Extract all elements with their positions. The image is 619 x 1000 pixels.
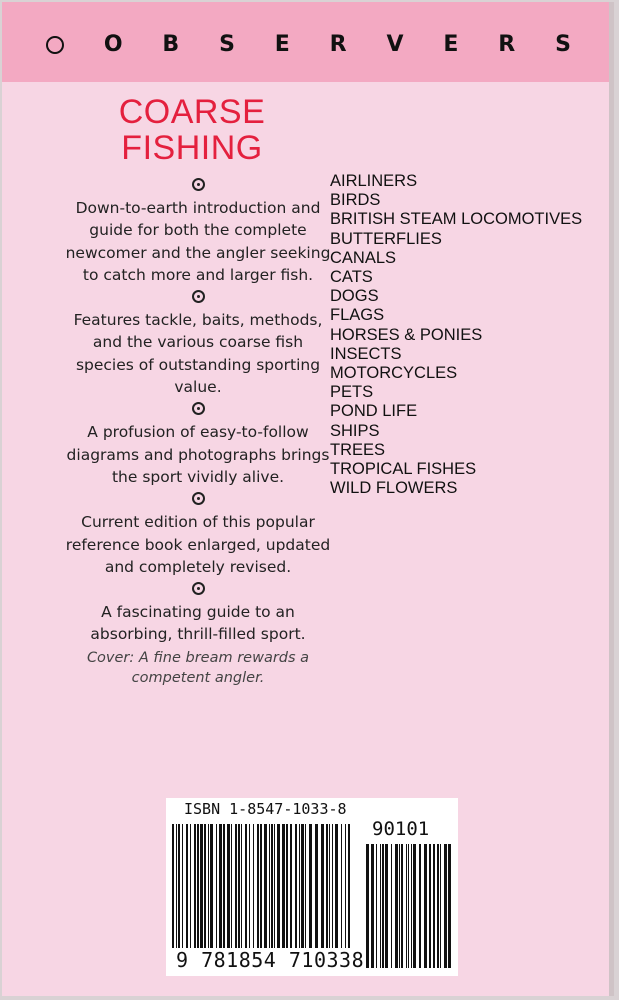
- barcode-bar: [274, 824, 275, 948]
- barcode-bar: [341, 824, 342, 948]
- barcode-bar: [235, 824, 237, 948]
- barcode-bar: [286, 824, 288, 948]
- series-title: PETS: [330, 383, 374, 402]
- series-title: HORSES & PONIES: [330, 325, 483, 344]
- brand-letter: S: [555, 32, 571, 57]
- barcode-bar: [197, 824, 199, 948]
- brand-letter: R: [329, 32, 347, 57]
- barcode-bar: [282, 824, 285, 948]
- barcode-bar: [172, 824, 174, 948]
- barcode-bar: [429, 844, 431, 968]
- bullet-icon: [192, 290, 205, 303]
- title-line: FISHING: [121, 129, 263, 167]
- barcode-bar: [335, 824, 338, 948]
- barcode-bar: [419, 844, 421, 968]
- ean-bars: [172, 824, 350, 948]
- barcode-bar: [315, 824, 318, 948]
- barcode-bar: [332, 824, 333, 948]
- barcode-bar: [182, 824, 183, 948]
- series-title: WILD FLOWERS: [330, 479, 458, 498]
- barcode-bar: [440, 844, 441, 968]
- addon-bars: [366, 844, 451, 968]
- series-brand: [2, 32, 609, 57]
- barcode-bar: [399, 844, 400, 968]
- brand-letter: B: [162, 32, 180, 57]
- brand-letter: R: [498, 32, 516, 57]
- barcode-bar: [186, 824, 188, 948]
- series-title: BUTTERFLIES: [330, 229, 442, 248]
- barcode-bar: [200, 824, 203, 948]
- title-line: COARSE: [118, 93, 266, 131]
- barcode-bar: [269, 824, 270, 948]
- barcode-bar: [329, 824, 330, 948]
- series-title: CATS: [330, 268, 373, 287]
- barcode-bar: [437, 844, 439, 968]
- barcode-bar: [227, 824, 230, 948]
- barcode-bar: [290, 824, 292, 948]
- barcode-bar: [253, 824, 254, 948]
- barcode-bar: [380, 844, 381, 968]
- brand-bullet-icon: [46, 36, 64, 54]
- blurb-paragraph: Down-to-earth introduction and guide for both the complete newcomer and the angler seeking to catch more and larger fish.: [65, 199, 331, 284]
- series-title: AIRLINERS: [330, 172, 418, 190]
- barcode-bar: [245, 824, 247, 948]
- barcode-bar: [204, 824, 206, 948]
- brand-letter: S: [219, 32, 235, 57]
- barcode-bar: [219, 824, 222, 948]
- barcode-bar: [424, 844, 427, 968]
- barcode-panel: [166, 798, 458, 976]
- barcode-bar: [301, 824, 304, 948]
- barcode-bar: [309, 824, 312, 948]
- bullet-icon: [192, 492, 205, 505]
- barcode-bar: [241, 824, 242, 948]
- brand-letter: O: [103, 32, 123, 57]
- barcode-bar: [178, 824, 180, 948]
- series-title: BIRDS: [330, 191, 381, 210]
- barcode-bar: [395, 844, 398, 968]
- series-title-list: [330, 172, 582, 498]
- barcode-bar: [271, 824, 273, 948]
- price-code: 90101: [372, 818, 430, 840]
- barcode-bar: [321, 824, 324, 948]
- barcode-bar: [257, 824, 259, 948]
- barcode-bar: [216, 824, 217, 948]
- series-title: INSECTS: [330, 344, 402, 363]
- blurb-paragraph: A fascinating guide to an absorbing, thrill-filled sport.: [90, 603, 306, 644]
- series-title: DOGS: [330, 287, 379, 306]
- barcode-bar: [264, 824, 267, 948]
- barcode-bar: [448, 844, 451, 968]
- ean-number: 9 781854 710338: [176, 948, 365, 972]
- barcode-bar: [401, 844, 403, 968]
- brand-letter: V: [386, 32, 404, 57]
- bullet-icon: [192, 178, 205, 191]
- barcode-bar: [376, 844, 377, 968]
- series-title: BRITISH STEAM LOCOMOTIVES: [330, 210, 583, 229]
- series-title: TREES: [330, 440, 386, 459]
- barcode-bar: [210, 824, 213, 948]
- isbn-text: ISBN 1-8547-1033-8: [184, 800, 347, 818]
- barcode-bar: [348, 824, 350, 948]
- blurb-column: [62, 174, 334, 688]
- bullet-icon: [192, 402, 205, 415]
- book-back-cover: [2, 2, 614, 996]
- barcode-bar: [406, 844, 407, 968]
- barcode-bar: [385, 844, 388, 968]
- barcode-bar: [208, 824, 209, 948]
- barcode-bar: [345, 824, 346, 948]
- barcode-bar: [433, 844, 435, 968]
- barcode-bar: [260, 824, 262, 948]
- barcode-bar: [194, 824, 196, 948]
- series-title: FLAGS: [330, 306, 385, 325]
- barcode-bar: [277, 824, 280, 948]
- barcode-bar: [176, 824, 177, 948]
- barcode-bar: [299, 824, 300, 948]
- barcode-bar: [295, 824, 297, 948]
- series-title: CANALS: [330, 248, 397, 267]
- barcode-bar: [411, 844, 412, 968]
- barcode-bar: [190, 824, 191, 948]
- barcode-bar: [231, 824, 232, 948]
- cover-caption: Cover: A fine bream rewards a competent angler.: [86, 649, 310, 686]
- barcode-bar: [238, 824, 240, 948]
- barcode-bar: [326, 824, 328, 948]
- barcode-bar: [366, 844, 369, 968]
- barcode-bar: [249, 824, 250, 948]
- barcode-bar: [223, 824, 225, 948]
- barcode-bar: [305, 824, 306, 948]
- bullet-icon: [192, 582, 205, 595]
- series-title: MOTORCYCLES: [330, 364, 458, 383]
- barcode-bar: [371, 844, 374, 968]
- blurb-paragraph: Features tackle, baits, methods, and the various coarse fish species of outstanding sporting value.: [73, 311, 323, 397]
- barcode-bar: [391, 844, 392, 968]
- book-title: [102, 94, 282, 166]
- brand-letter: E: [443, 32, 459, 57]
- series-title: TROPICAL FISHES: [330, 460, 477, 479]
- series-title: SHIPS: [330, 421, 380, 440]
- series-title: POND LIFE: [330, 402, 418, 421]
- barcode-bar: [413, 844, 416, 968]
- barcode-bar: [382, 844, 384, 968]
- brand-letter: E: [274, 32, 290, 57]
- barcode-bar: [408, 844, 409, 968]
- blurb-paragraph: A profusion of easy-to-follow diagrams and photographs brings the sport vividly alive.: [66, 423, 330, 486]
- barcode-bar: [444, 844, 447, 968]
- blurb-paragraph: Current edition of this popular reference book enlarged, updated and completely revised.: [65, 513, 331, 576]
